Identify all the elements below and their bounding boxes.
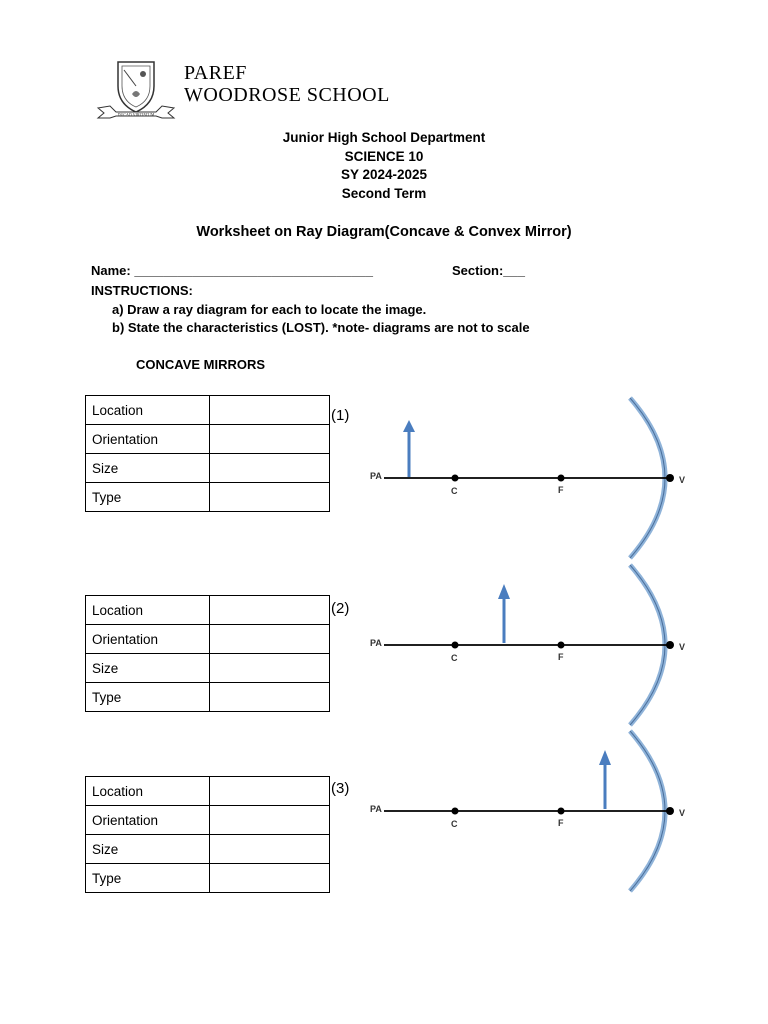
point-v [666,807,674,815]
label-location: Location [86,396,210,425]
answer-size[interactable] [210,654,330,683]
label-c: C [451,819,458,829]
department: Junior High School Department [282,130,486,145]
answer-size[interactable] [210,454,330,483]
label-v: V [679,808,686,818]
answer-type[interactable] [210,483,330,512]
label-v: V [679,642,686,652]
ray-diagram-1 [370,398,685,558]
label-size: Size [86,654,210,683]
point-f [558,808,565,815]
label-pa: PA [370,804,382,814]
answer-location[interactable] [210,596,330,625]
point-v [666,641,674,649]
label-orientation: Orientation [86,625,210,654]
label-orientation: Orientation [86,425,210,454]
point-c [452,475,459,482]
label-f: F [558,652,564,662]
label-size: Size [86,835,210,864]
section-heading: CONCAVE MIRRORS [136,357,266,372]
label-size: Size [86,454,210,483]
point-v [666,474,674,482]
label-pa: PA [370,638,382,648]
label-type: Type [86,683,210,712]
document-header [0,129,768,203]
point-c [452,642,459,649]
answer-size[interactable] [210,835,330,864]
school-name-line1: PAREF [184,62,247,84]
label-c: C [451,486,458,496]
answer-type[interactable] [210,683,330,712]
label-v: V [679,475,686,485]
object-arrow [599,750,611,809]
lost-table-3 [85,776,330,893]
ray-diagrams [360,390,690,900]
subject: SCIENCE 10 [344,148,424,164]
instructions-heading: INSTRUCTIONS: [91,283,193,298]
label-f: F [558,485,564,495]
worksheet-title: Worksheet on Ray Diagram(Concave & Convex Mirror) [196,224,572,240]
answer-location[interactable] [210,396,330,425]
label-pa: PA [370,471,382,481]
answer-orientation[interactable] [210,425,330,454]
label-location: Location [86,596,210,625]
name-field[interactable]: Name: _________________________________ [91,263,373,278]
answer-orientation[interactable] [210,625,330,654]
object-arrow [498,584,510,643]
label-orientation: Orientation [86,806,210,835]
lost-table-2 [85,595,330,712]
label-type: Type [86,483,210,512]
object-arrow [403,420,415,477]
term: Second Term [341,185,427,201]
instruction-a: a) Draw a ray diagram for each to locate the image. [112,301,427,317]
point-f [558,642,565,649]
problem-number-1: (1) [331,407,350,424]
instructions [91,282,530,338]
label-c: C [451,653,458,663]
section-field[interactable]: Section:___ [452,263,525,278]
school-name-line2: WOODROSE SCHOOL [184,84,390,106]
label-f: F [558,818,564,828]
label-location: Location [86,777,210,806]
label-type: Type [86,864,210,893]
answer-location[interactable] [210,777,330,806]
ray-diagram-2 [370,565,685,725]
lost-table-1 [85,395,330,512]
answer-type[interactable] [210,864,330,893]
point-c [452,808,459,815]
school-year: SY 2024-2025 [340,167,428,183]
school-name [184,62,390,106]
instruction-b: b) State the characteristics (LOST). *note- diagrams are not to scale [112,320,530,336]
motto-text: DUCAD VIRITATUM [117,112,155,117]
point-f [558,475,565,482]
crest-shield-icon [118,62,154,112]
ray-diagram-3 [370,731,685,891]
answer-orientation[interactable] [210,806,330,835]
problem-number-3: (3) [331,780,350,797]
problem-number-2: (2) [331,600,350,617]
